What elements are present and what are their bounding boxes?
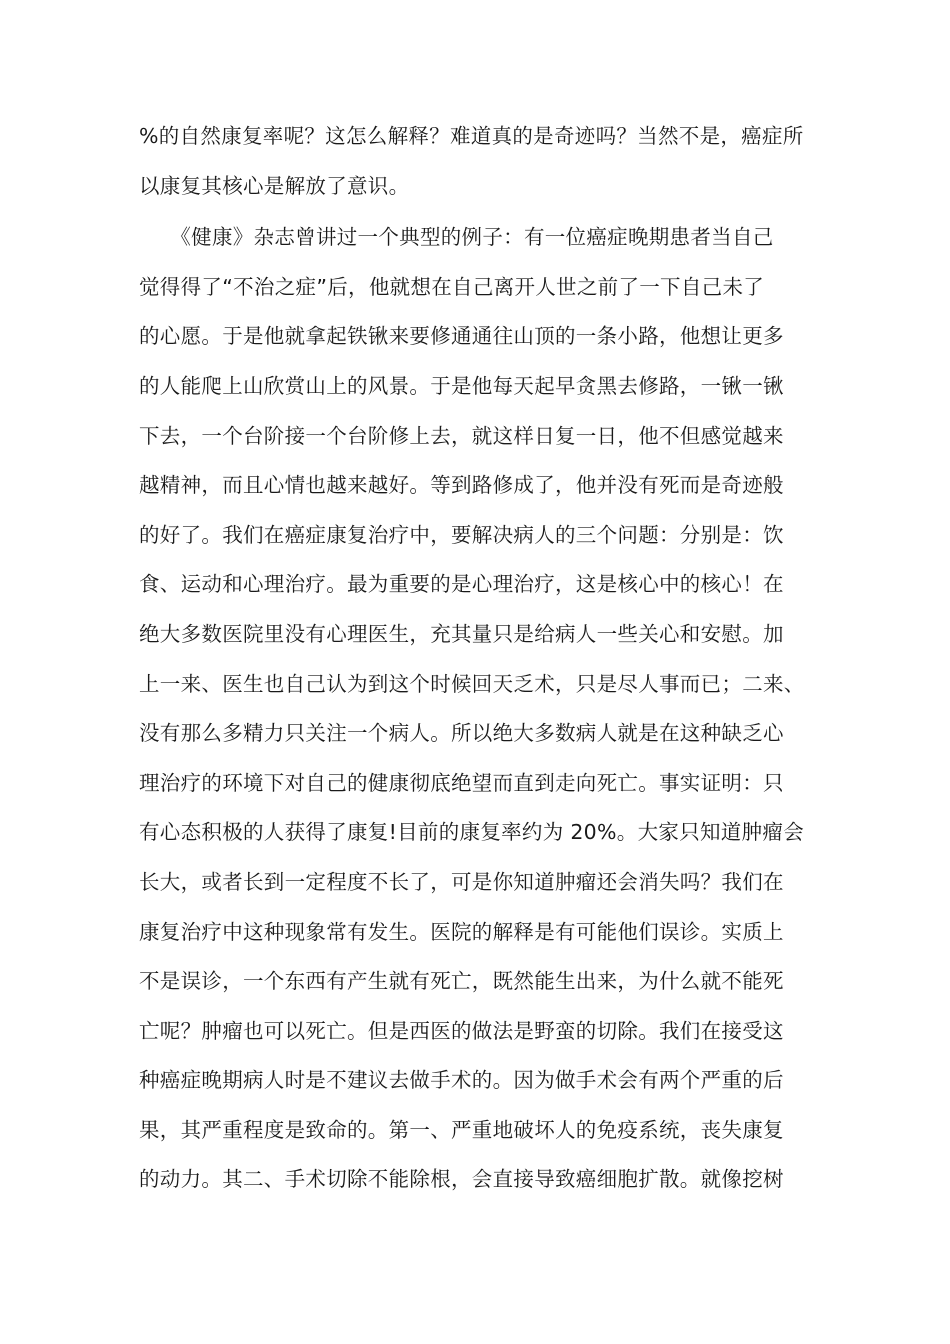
text-line: 下去，一个台阶接一个台阶修上去，就这样日复一日，他不但感觉越来 [139, 423, 784, 448]
text-line: 绝大多数医院里没有心理医生，充其量只是给病人一些关心和安慰。加 [139, 621, 784, 646]
text-line: 理治疗的环境下对自己的健康彻底绝望而直到走向死亡。事实证明：只 [139, 770, 784, 795]
text-line: 越精神，而且心情也越来越好。等到路修成了，他并没有死而是奇迹般 [139, 473, 784, 498]
text-line: 的动力。其二、手术切除不能除根，会直接导致癌细胞扩散。就像挖树 [139, 1167, 784, 1192]
text-line: %的自然康复率呢？这怎么解释？难道真的是奇迹吗？当然不是，癌症所 [139, 124, 804, 148]
text-line: 康复治疗中这种现象常有发生。医院的解释是有可能他们误诊。实质上 [139, 919, 784, 944]
text-line: 上一来、医生也自己认为到这个时候回天乏术，只是尽人事而已；二来、 [139, 671, 805, 696]
text-line: 没有那么多精力只关注一个病人。所以绝大多数病人就是在这种缺乏心 [139, 721, 784, 746]
text-line: 有心态积极的人获得了康复!目前的康复率约为 20%。大家只知道肿瘤会 [139, 820, 804, 845]
text-line: 《健康》杂志曾讲过一个典型的例子：有一位癌症晚期患者当自己 [139, 225, 774, 250]
text-line: 不是误诊，一个东西有产生就有死亡，既然能生出来，为什么就不能死 [139, 969, 784, 994]
text-line: 觉得得了“不治之症”后，他就想在自己离开人世之前了一下自己未了 [139, 274, 765, 299]
text-line: 的心愿。于是他就拿起铁锹来要修通通往山顶的一条小路，他想让更多 [139, 324, 784, 349]
text-line: 以康复其核心是解放了意识。 [139, 173, 410, 198]
text-line: 的好了。我们在癌症康复治疗中，要解决病人的三个问题：分别是：饮 [139, 522, 784, 547]
text-line: 亡呢？肿瘤也可以死亡。但是西医的做法是野蛮的切除。我们在接受这 [139, 1018, 784, 1043]
text-line: 长大，或者长到一定程度不长了，可是你知道肿瘤还会消失吗？我们在 [139, 869, 784, 894]
text-line: 食、运动和心理治疗。最为重要的是心理治疗，这是核心中的核心！在 [139, 572, 784, 597]
text-line: 果，其严重程度是致命的。第一、严重地破坏人的免疫系统，丧失康复 [139, 1117, 784, 1142]
body-text [139, 116, 829, 1209]
text-line: 种癌症晚期病人时是不建议去做手术的。因为做手术会有两个严重的后 [139, 1068, 784, 1093]
text-line: 的人能爬上山欣赏山上的风景。于是他每天起早贪黑去修路，一锹一锹 [139, 373, 784, 398]
